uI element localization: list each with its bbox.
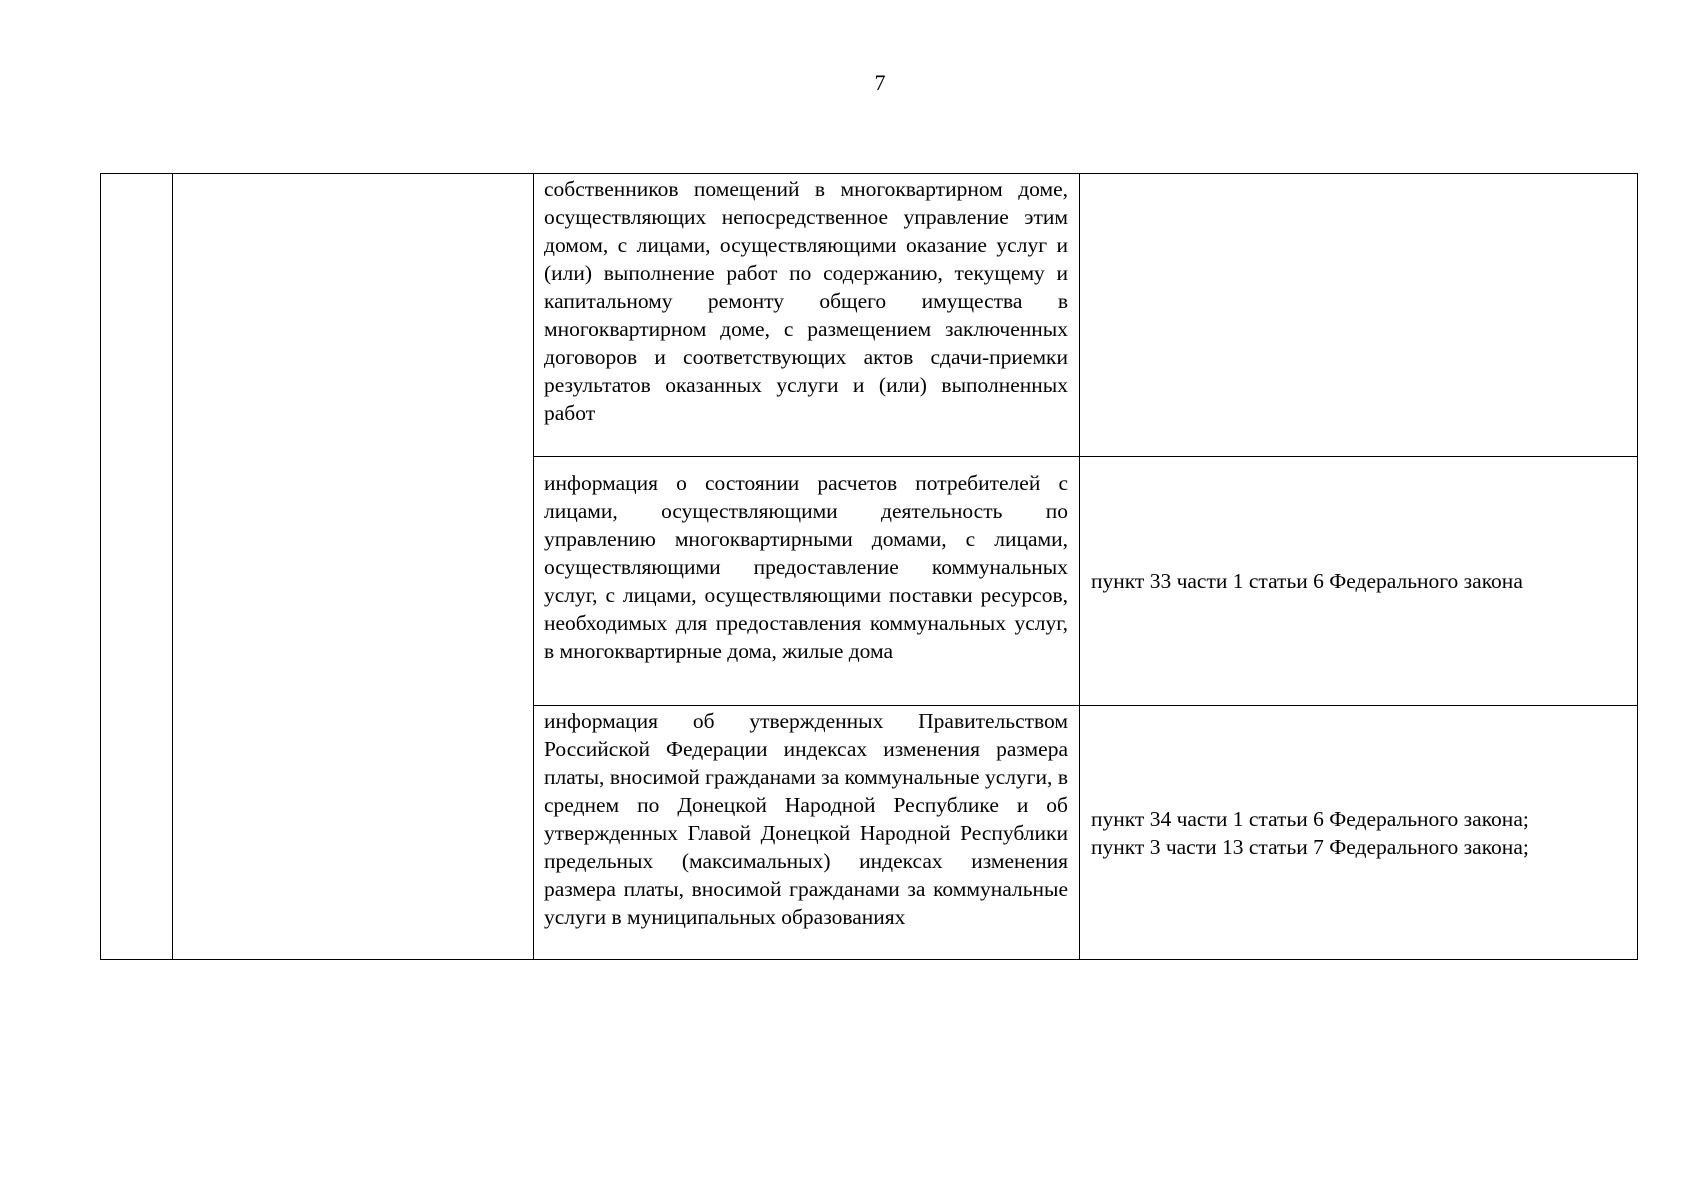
- row-number-cell: [101, 174, 173, 960]
- info-cell: информация о состоянии расчетов потребителей с лицами, осуществляющими деятельность по управлению многоквартирными домами, с лицами, осуществляющими предоставление коммунальных услуг, с лицами, осуществляющими поставки ресурсов, необходимых для предоставления коммунальных услуг, в многоквартирные дома, жилые дома: [534, 457, 1080, 706]
- legal-basis-line: пункт 33 части 1 статьи 6 Федерального закона: [1091, 569, 1523, 593]
- info-cell: собственников помещений в многоквартирном доме, осуществляющих непосредственное управление этим домом, с лицами, осуществляющими оказание услуг и (или) выполнение работ по содержанию, текущему и капитальному ремонту общего имущества в многоквартирном доме, с размещением заключенных договоров и соответствующих актов сдачи-приемки результатов оказанных услуги и (или) выполненных работ: [534, 174, 1080, 457]
- legal-basis-cell: [1080, 457, 1638, 706]
- legal-basis-cell: [1080, 174, 1638, 457]
- table-row: [101, 174, 1638, 457]
- info-cell: информация об утвержденных Правительством Российской Федерации индексах изменения размера платы, вносимой гражданами за коммунальные услуги, в среднем по Донецкой Народной Республике и об утвержденных Главой Донецкой Народной Республики предельных (максимальных) индексах изменения размера платы, вносимой гражданами за коммунальные услуги в муниципальных образованиях: [534, 706, 1080, 960]
- regulation-table: [100, 173, 1638, 960]
- section-name-cell: [173, 174, 534, 960]
- legal-basis-line: пункт 3 части 13 статьи 7 Федерального закона;: [1091, 834, 1529, 859]
- page-number: 7: [874, 70, 886, 95]
- legal-basis-cell: [1080, 706, 1638, 960]
- legal-basis-line: пункт 34 части 1 статьи 6 Федерального закона;: [1091, 806, 1529, 831]
